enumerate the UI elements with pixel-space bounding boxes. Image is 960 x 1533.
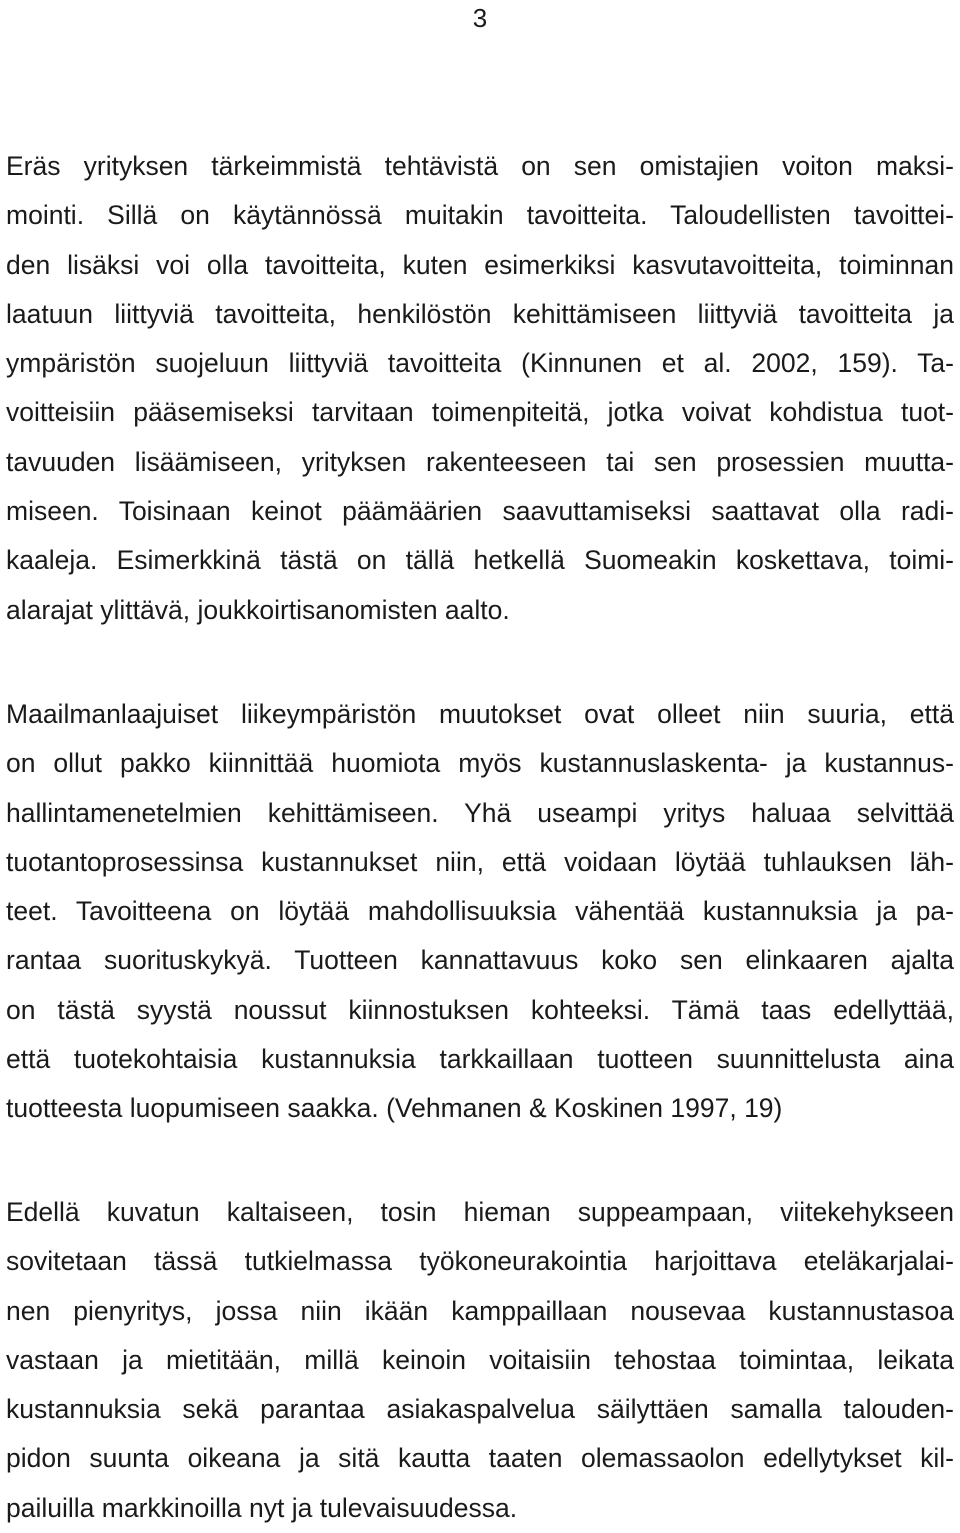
text-line: tuotteesta luopumiseen saakka. (Vehmanen & Koskinen 1997, 19) xyxy=(6,1093,783,1124)
text-line: Edellä kuvatun kaltaiseen, tosin hieman suppeampaan, viitekehykseen xyxy=(6,1197,954,1227)
text-line: Eräs yrityksen tärkeimmistä tehtävistä on sen omistajien voiton maksi- xyxy=(6,151,954,181)
text-line: voitteisiin pääsemiseksi tarvitaan toimenpiteitä, jotka voivat kohdistua tuot- xyxy=(6,397,954,428)
text-line: teet. Tavoitteena on löytää mahdollisuuksia vähentää kustannuksia ja pa- xyxy=(6,896,954,927)
text-line: on tästä syystä noussut kiinnostuksen kohteeksi. Tämä taas edellyttää, xyxy=(6,994,954,1025)
text-line: miseen. Toisinaan keinot päämäärien saavuttamiseksi saattavat olla radi- xyxy=(6,496,954,527)
text-line: tavuuden lisäämiseen, yrityksen rakenteeseen tai sen prosessien muutta- xyxy=(6,446,954,477)
text-line: mointi. Sillä on käytännössä muitakin tavoitteita. Taloudellisten tavoittei- xyxy=(6,200,954,231)
paragraph-3 xyxy=(6,1188,954,1533)
text-line: alarajat ylittävä, joukkoirtisanomisten aalto. xyxy=(6,594,510,625)
text-line: pidon suunta oikeana ja sitä kautta taaten olemassaolon edellytykset kil- xyxy=(6,1443,954,1474)
text-line: den lisäksi voi olla tavoitteita, kuten esimerkiksi kasvutavoitteita, toiminnan xyxy=(6,249,954,280)
paragraph-1 xyxy=(6,142,954,635)
text-line: sovitetaan tässä tutkielmassa työkoneurakointia harjoittava eteläkarjalai- xyxy=(6,1246,954,1277)
text-line: tuotantoprosessinsa kustannukset niin, että voidaan löytää tuhlauksen läh- xyxy=(6,846,954,877)
text-line: vastaan ja mietitään, millä keinoin voitaisiin tehostaa toimintaa, leikata xyxy=(6,1344,954,1375)
text-line: kaaleja. Esimerkkinä tästä on tällä hetkellä Suomeakin koskettava, toimi- xyxy=(6,545,954,576)
text-line: ympäristön suojeluun liittyviä tavoitteita (Kinnunen et al. 2002, 159). Ta- xyxy=(6,348,954,379)
text-line: nen pienyritys, jossa niin ikään kamppaillaan nousevaa kustannustasoa xyxy=(6,1295,954,1326)
text-line: laatuun liittyviä tavoitteita, henkilöstön kehittämiseen liittyviä tavoitteita ja xyxy=(6,298,954,329)
text-line: Maailmanlaajuiset liikeympäristön muutokset ovat olleet niin suuria, että xyxy=(6,699,954,729)
text-line: kustannuksia sekä parantaa asiakaspalvelua säilyttäen samalla talouden- xyxy=(6,1394,954,1425)
text-line: hallintamenetelmien kehittämiseen. Yhä useampi yritys haluaa selvittää xyxy=(6,797,954,828)
page-number: 3 xyxy=(472,3,488,33)
text-line: että tuotekohtaisia kustannuksia tarkkaillaan tuotteen suunnittelusta aina xyxy=(6,1044,954,1075)
text-line: rantaa suorituskykyä. Tuotteen kannattavuus koko sen elinkaaren ajalta xyxy=(6,945,954,976)
text-line: on ollut pakko kiinnittää huomiota myös kustannuslaskenta- ja kustannus- xyxy=(6,748,954,779)
text-line: pailuilla markkinoilla nyt ja tulevaisuudessa. xyxy=(6,1492,518,1523)
paragraph-2 xyxy=(6,690,954,1134)
